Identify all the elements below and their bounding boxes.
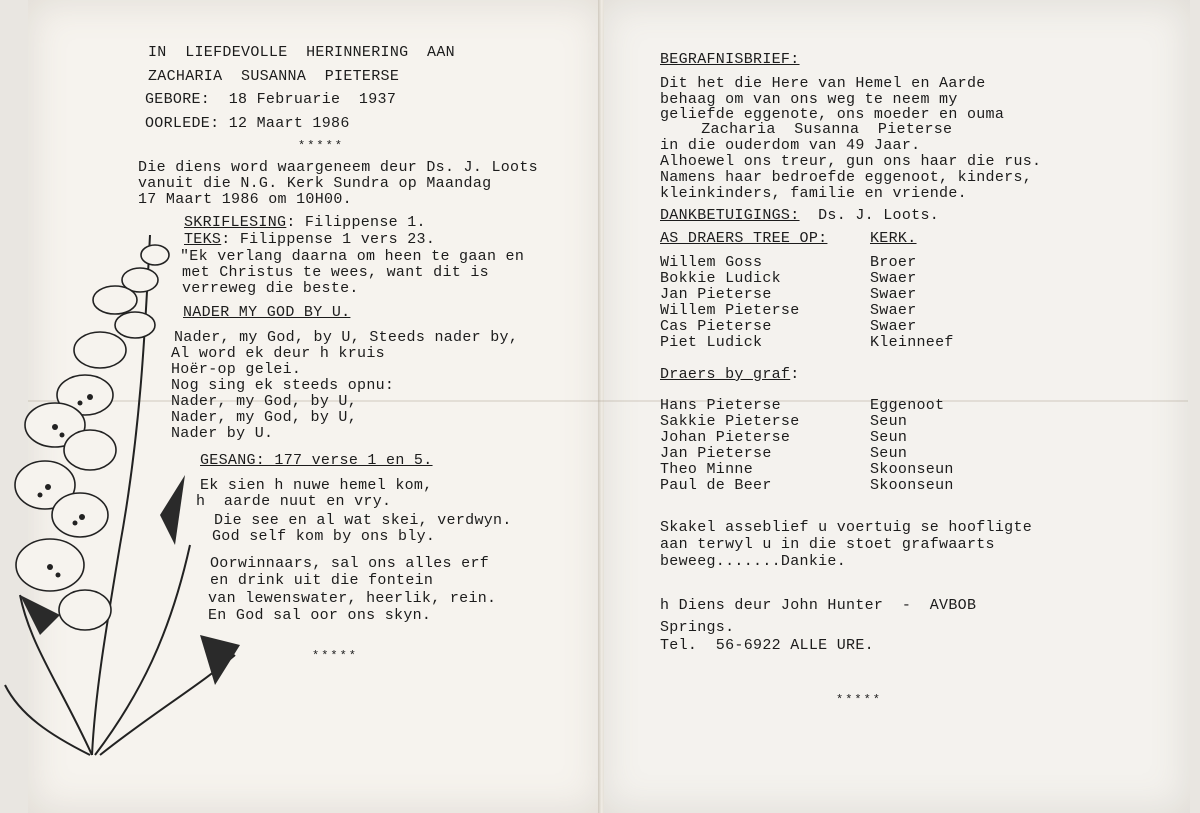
hymn-title: NADER MY GOD BY U. [183, 304, 351, 321]
hymn-line: Nader, my God, by U, Steeds nader by, [174, 329, 519, 346]
service-line-1: Die diens word waargeneem deur Ds. J. Loots [138, 159, 538, 176]
letter-line: kleinkinders, familie en vriende. [660, 185, 967, 202]
gesang-line: Oorwinnaars, sal ons alles erf [210, 555, 490, 572]
gesang-line: Ek sien h nuwe hemel kom, [200, 477, 433, 494]
thanks-value: Ds. J. Loots. [799, 207, 940, 224]
service-line-3: 17 Maart 1986 om 10H00. [138, 191, 352, 208]
grave-bearer-relation: Eggenoot [870, 397, 945, 414]
bearer-relation: Swaer [870, 270, 917, 287]
bearer-name: Willem Pieterse [660, 302, 800, 319]
stars-divider-bottom-right: ***** [836, 693, 883, 707]
scripture-label: SKRIFLESING [184, 214, 287, 231]
notice-line: aan terwyl u in die stoet grafwaarts [660, 536, 995, 553]
grave-bearer-name: Sakkie Pieterse [660, 413, 800, 430]
bearer-name: Piet Ludick [660, 334, 763, 351]
gesang-title: GESANG: 177 verse 1 en 5. [200, 452, 433, 469]
hymn-line: Nog sing ek steeds opnu: [171, 377, 395, 394]
gesang-line: van lewenswater, heerlik, rein. [208, 590, 497, 607]
bearer-name: Jan Pieterse [660, 286, 772, 303]
grave-bearers-line: Draers by graf: [660, 366, 800, 383]
thanks-line [660, 208, 939, 224]
grave-bearer-relation: Seun [870, 445, 908, 462]
hymn-line: Nader, my God, by U, [171, 393, 358, 410]
undertaker-line-2: Springs. [660, 619, 735, 636]
bearer-name: Bokkie Ludick [660, 270, 781, 287]
text-label: TEKS [184, 231, 222, 248]
birth-date: GEBORE: 18 Februarie 1937 [145, 91, 397, 108]
grave-bearer-name: Johan Pieterse [660, 429, 791, 446]
grave-bearer-relation: Seun [870, 429, 908, 446]
bearer-name: Willem Goss [660, 254, 763, 271]
letter-title: BEGRAFNISBRIEF: [660, 51, 800, 68]
stars-divider-top: ***** [298, 139, 345, 153]
thanks-label: DANKBETUIGINGS: [660, 207, 800, 224]
notice-line: Skakel asseblief u voertuig se hoofligte [660, 519, 1033, 536]
grave-bearer-relation: Skoonseun [870, 477, 954, 494]
bearer-name: Cas Pieterse [660, 318, 772, 335]
bearers-church-label: KERK. [870, 230, 917, 247]
grave-bearer-name: Jan Pieterse [660, 445, 772, 462]
undertaker-line-1: h Diens deur John Hunter - AVBOB [660, 597, 977, 614]
letter-line: behaag om van ons weg te neem my [660, 91, 958, 108]
bearer-relation: Swaer [870, 286, 917, 303]
quote-line-1: "Ek verlang daarna om heen te gaan en [180, 248, 525, 265]
grave-bearers-label: Draers by graf [660, 366, 791, 383]
hymn-line: Al word ek deur h kruis [171, 345, 385, 362]
text-line [184, 232, 435, 248]
bearer-relation: Swaer [870, 318, 917, 335]
death-date: OORLEDE: 12 Maart 1986 [145, 115, 350, 132]
hymn-line: Nader by U. [171, 425, 274, 442]
bearer-relation: Broer [870, 254, 917, 271]
letter-line: Zacharia Susanna Pieterse [664, 121, 953, 138]
gesang-line: h aarde nuut en vry. [196, 493, 392, 510]
bearer-relation: Swaer [870, 302, 917, 319]
scripture-value: : Filippense 1. [286, 214, 426, 231]
gesang-line: God self kom by ons bly. [212, 528, 436, 545]
letter-line: in die ouderdom van 49 Jaar. [660, 137, 921, 154]
undertaker-line-3: Tel. 56-6922 ALLE URE. [660, 637, 874, 654]
grave-bearer-name: Theo Minne [660, 461, 754, 478]
hymn-line: Nader, my God, by U, [171, 409, 358, 426]
bearer-relation: Kleinneef [870, 334, 954, 351]
grave-bearer-name: Paul de Beer [660, 477, 772, 494]
letter-line: geliefde eggenote, ons moeder en ouma [660, 106, 1005, 123]
quote-line-3: verreweg die beste. [182, 280, 359, 297]
grave-bearer-relation: Seun [870, 413, 908, 430]
bearers-label: AS DRAERS TREE OP: [660, 230, 828, 247]
gesang-line: en drink uit die fontein [210, 572, 434, 589]
service-line-2: vanuit die N.G. Kerk Sundra op Maandag [138, 175, 492, 192]
gesang-line: Die see en al wat skei, verdwyn. [214, 512, 512, 529]
letter-line: Alhoewel ons treur, gun ons haar die rus. [660, 153, 1042, 170]
notice-line: beweeg.......Dankie. [660, 553, 847, 570]
gesang-line: En God sal oor ons skyn. [208, 607, 432, 624]
deceased-name: ZACHARIA SUSANNA PIETERSE [148, 68, 400, 85]
page-fold [598, 0, 604, 813]
stars-divider-bottom-left: ***** [312, 649, 359, 663]
hymn-line: Hoër-op gelei. [171, 361, 302, 378]
letter-line: Namens haar bedroefde eggenoot, kinders, [660, 169, 1033, 186]
scripture-line [184, 215, 426, 231]
grave-bearer-name: Hans Pieterse [660, 397, 781, 414]
quote-line-2: met Christus te wees, want dit is [182, 264, 489, 281]
letter-line: Dit het die Here van Hemel en Aarde [660, 75, 986, 92]
text-value: : Filippense 1 vers 23. [221, 231, 436, 248]
memorial-heading: IN LIEFDEVOLLE HERINNERING AAN [148, 44, 455, 61]
grave-bearer-relation: Skoonseun [870, 461, 954, 478]
